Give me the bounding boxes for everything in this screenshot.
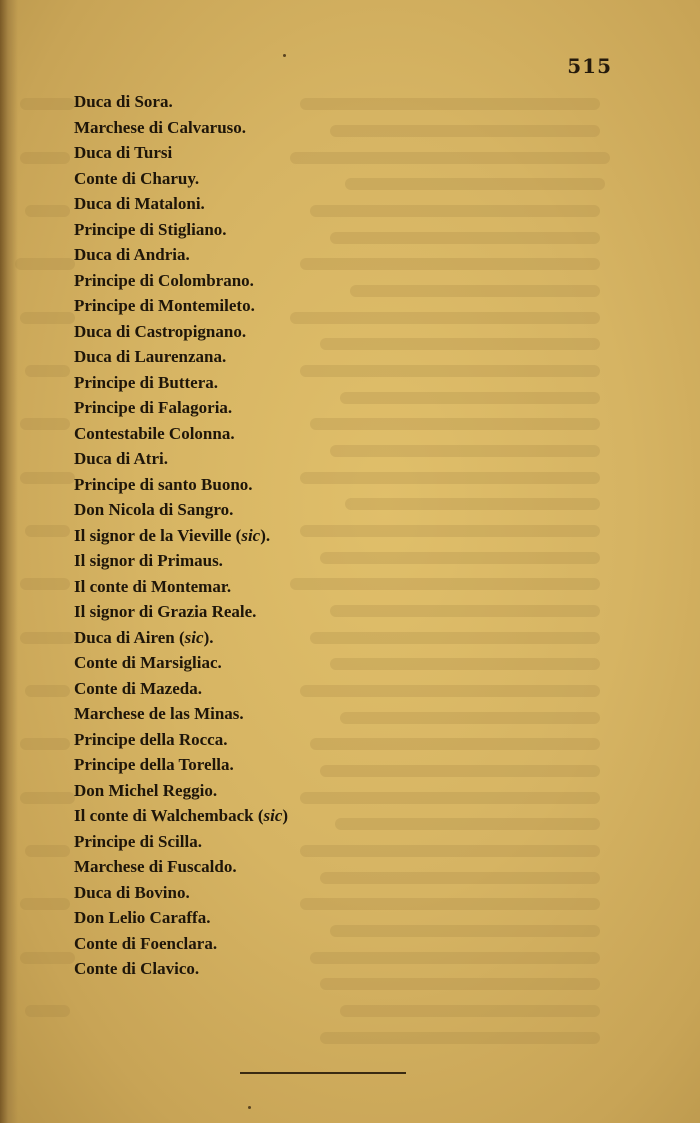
list-item <box>74 268 288 294</box>
entry-italic: sic <box>241 525 261 545</box>
list-item <box>74 880 288 906</box>
entry-text: Conte di Marsigliac. <box>74 653 222 672</box>
list-item <box>74 242 288 268</box>
entry-text: Duca di Castropignano. <box>74 321 247 341</box>
list-item <box>74 421 288 447</box>
entry-text: Contestabile Colonna. <box>74 423 235 443</box>
entry-text: Duca di Atri. <box>74 449 168 468</box>
entry-text: Il signor di Grazia Reale. <box>74 602 257 621</box>
entry-text: Il signor di Primaus. <box>74 551 223 570</box>
entry-text: Marchese di Fuscaldo. <box>74 857 237 876</box>
list-item <box>74 217 288 243</box>
entry-text: Don Michel Reggio. <box>74 780 218 800</box>
entry-suffix: ) <box>282 806 289 825</box>
entry-text: Duca di Sora. <box>74 92 173 111</box>
entry-text: Principe della Rocca. <box>74 729 228 749</box>
entry-text: Principe di Falagoria. <box>74 398 233 417</box>
list-item <box>74 676 288 702</box>
entry-text: Marchese di Calvaruso. <box>74 117 247 137</box>
entry-text: Conte di Foenclara. <box>74 933 218 953</box>
list-item <box>74 701 288 727</box>
entry-text: Principe di santo Buono. <box>74 474 253 494</box>
list-item <box>74 727 288 753</box>
list-item <box>74 89 288 115</box>
entry-text: Principe di Colombrano. <box>74 270 254 290</box>
list-item <box>74 956 288 982</box>
ink-speck <box>283 54 286 57</box>
name-list <box>74 89 288 982</box>
list-item <box>74 395 288 421</box>
list-item <box>74 650 288 676</box>
list-item <box>74 472 288 498</box>
entry-text: Duca di Laurenzana. <box>74 347 227 366</box>
list-item <box>74 752 288 778</box>
entry-text: Don Nicola di Sangro. <box>74 500 234 519</box>
list-item <box>74 166 288 192</box>
list-item <box>74 829 288 855</box>
entry-text: Principe della Torella. <box>74 755 234 774</box>
entry-text: Duca di Airen ( <box>74 627 185 647</box>
list-item <box>74 548 288 574</box>
entry-text: Il conte di Montemar. <box>74 576 232 596</box>
entry-text: Marchese de las Minas. <box>74 704 244 723</box>
list-item <box>74 191 288 217</box>
list-item <box>74 446 288 472</box>
list-item <box>74 523 288 549</box>
entry-suffix: ). <box>203 627 214 647</box>
entry-text: Il conte di Walchemback ( <box>74 806 264 825</box>
list-item <box>74 140 288 166</box>
entry-text: Conte di Mazeda. <box>74 678 202 698</box>
list-item <box>74 319 288 345</box>
list-item <box>74 905 288 931</box>
entry-text: Il signor de la Vieville ( <box>74 525 242 545</box>
entry-suffix: ). <box>260 525 271 545</box>
entry-text: Principe di Stigliano. <box>74 219 227 239</box>
ink-speck <box>248 1106 251 1109</box>
list-item <box>74 293 288 319</box>
list-item <box>74 625 288 651</box>
list-item <box>74 370 288 396</box>
list-item <box>74 854 288 880</box>
list-item <box>74 344 288 370</box>
end-rule <box>240 1072 406 1074</box>
list-item <box>74 778 288 804</box>
entry-text: Principe di Buttera. <box>74 372 219 392</box>
entry-text: Duca di Bovino. <box>74 882 190 902</box>
list-item <box>74 803 288 829</box>
entry-text: Principe di Scilla. <box>74 831 202 851</box>
list-item <box>74 497 288 523</box>
list-item <box>74 599 288 625</box>
entry-text: Duca di Mataloni. <box>74 194 205 213</box>
list-item <box>74 931 288 957</box>
entry-text: Conte di Clavico. <box>74 959 200 978</box>
entry-text: Duca di Tursi <box>74 143 173 162</box>
page-binding-edge <box>0 0 18 1123</box>
entry-text: Conte di Charuy. <box>74 168 200 188</box>
entry-italic: sic <box>184 627 204 647</box>
list-item <box>74 115 288 141</box>
entry-text: Principe di Montemileto. <box>74 296 255 315</box>
entry-italic: sic <box>263 806 283 825</box>
entry-text: Duca di Andria. <box>74 245 190 264</box>
entry-text: Don Lelio Caraffa. <box>74 908 211 927</box>
page-number: 515 <box>567 54 612 78</box>
list-item <box>74 574 288 600</box>
